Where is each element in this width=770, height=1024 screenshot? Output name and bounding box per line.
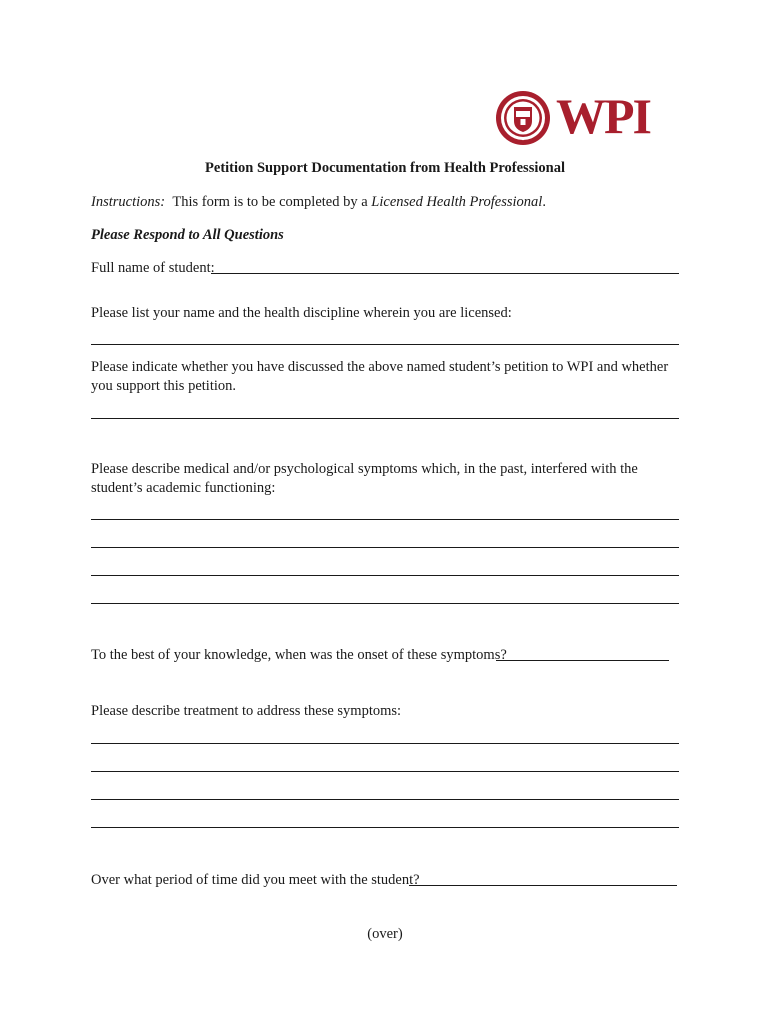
discussed-label: Please indicate whether you have discussed the above named student’s petition to WPI and whether you support this petition. <box>91 359 669 394</box>
instructions-label: Instructions: <box>91 194 166 210</box>
period-field[interactable] <box>409 885 677 886</box>
respond-heading: Please Respond to All Questions <box>91 227 284 243</box>
onset-label: To the best of your knowledge, when was the onset of these symptoms? <box>91 647 507 663</box>
discussed-field[interactable] <box>91 418 679 419</box>
symptoms-field-line-1[interactable] <box>91 519 679 520</box>
treatment-field-line-4[interactable] <box>91 827 679 828</box>
full-name-label: Full name of student: <box>91 260 215 276</box>
over-note: (over) <box>367 926 403 942</box>
wpi-wordmark: WPI <box>556 88 650 144</box>
symptoms-label: Please describe medical and/or psychological symptoms which, in the past, interfered with the student’s academic functioning: <box>91 461 638 496</box>
name-discipline-label: Please list your name and the health discipline wherein you are licensed: <box>91 305 512 321</box>
instructions-text: This form is to be completed by a <box>172 194 372 210</box>
wpi-seal-icon <box>494 89 552 147</box>
onset-field[interactable] <box>496 660 669 661</box>
symptoms-field-line-2[interactable] <box>91 547 679 548</box>
form-title: Petition Support Documentation from Health Professional <box>205 160 565 176</box>
instructions <box>91 193 546 212</box>
name-discipline-field[interactable] <box>91 344 679 345</box>
treatment-field-line-1[interactable] <box>91 743 679 744</box>
instructions-emphasis: Licensed Health Professional <box>371 194 543 210</box>
period-label: Over what period of time did you meet with the student? <box>91 872 420 888</box>
symptoms-field-line-4[interactable] <box>91 603 679 604</box>
instructions-end: . <box>542 194 546 210</box>
treatment-label: Please describe treatment to address these symptoms: <box>91 703 402 719</box>
treatment-field-line-3[interactable] <box>91 799 679 800</box>
symptoms-field-line-3[interactable] <box>91 575 679 576</box>
full-name-field[interactable] <box>211 273 679 274</box>
treatment-field-line-2[interactable] <box>91 771 679 772</box>
